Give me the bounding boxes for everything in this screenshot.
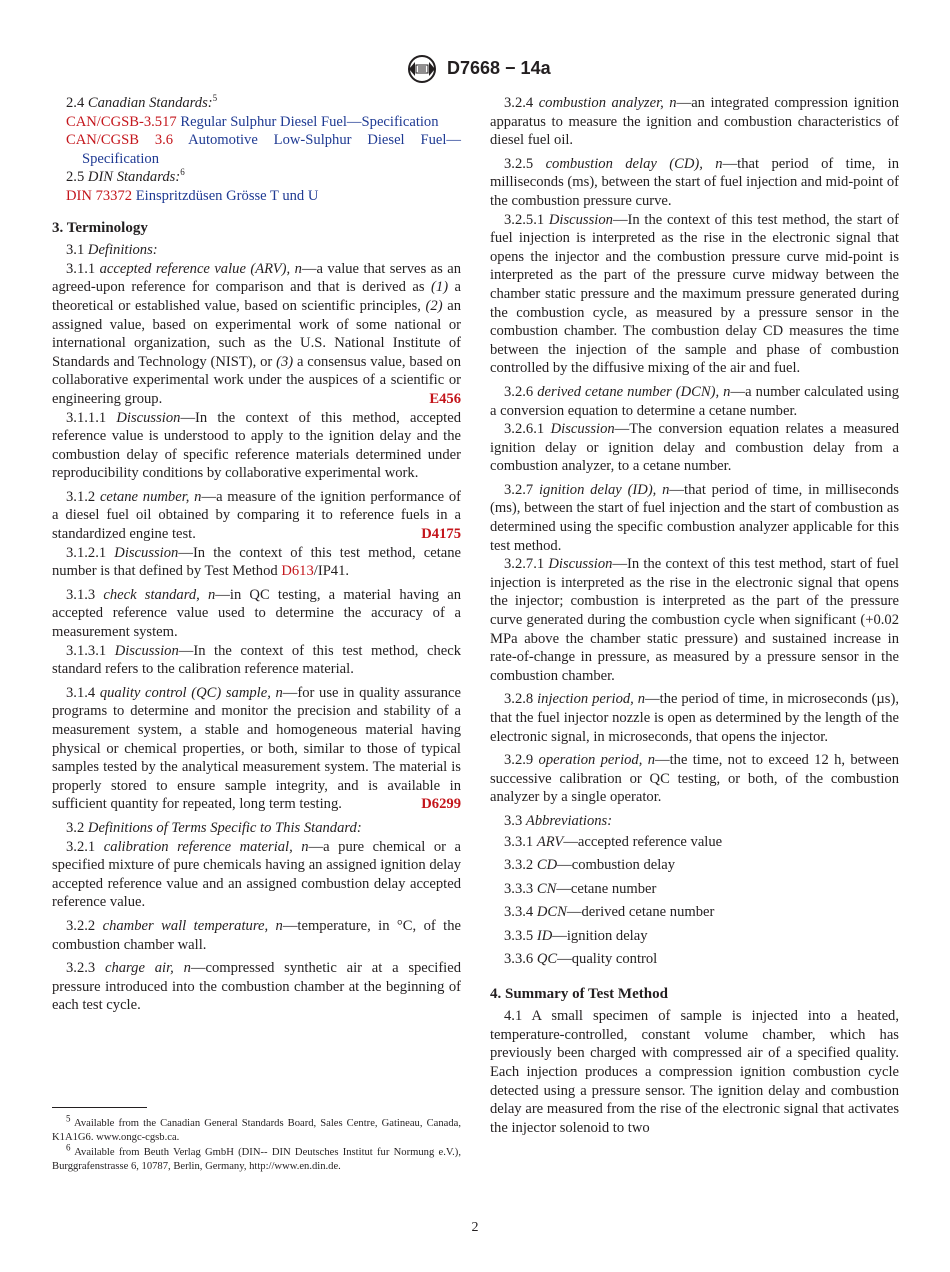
astm-logo-icon (403, 54, 441, 84)
section-3-2-6-1: 3.2.6.1 Discussion—The conversion equation relates a measured ignition delay or ignition delay and combustion delay from a combustion analyzer, to a cetane number. (490, 421, 899, 475)
ref-can-cgsb-3-6[interactable]: CAN/CGSB 3.6 Automotive Low-Sulphur Diesel Fuel—Specification (66, 132, 461, 167)
section-3-1-2-1: 3.1.2.1 Discussion—In the context of this test method, cetane number is that defined by Test Method D613/IP41. (52, 544, 461, 580)
section-3-1-1-1: 3.1.1.1 Discussion—In the context of this method, accepted reference value is understood to apply to the ignition delay and the combustion delay of specific reference materials determined under reproducibility conditions by collaborative experimental work. (52, 409, 462, 482)
section-3-1-2: 3.1.2 cetane number, n—a measure of the ignition performance of a diesel fuel oil obtained by comparing it to reference fuels in a standardized engine test. D4175 (52, 488, 461, 543)
page-header (0, 54, 950, 88)
section-3-2-1: 3.2.1 calibration reference material, n—a pure chemical or a specified mixture of pure chemicals having an assigned ignition delay accepted reference value and an assigned combustion delay accepted reference value. (52, 838, 461, 911)
ref-d4175[interactable]: D4175 (421, 526, 461, 543)
section-3-2-3: 3.2.3 charge air, n—compressed synthetic air at a specified pressure introduced into the combustion chamber at the beginning of each test cycle. (52, 960, 462, 1014)
list-item: 3.3.1 ARV—accepted reference value (504, 833, 723, 850)
section-3-2-4: 3.2.4 combustion analyzer, n—an integrated compression ignition apparatus to measure the ignition and combustion characteristics of diesel fuel oil. (490, 95, 899, 149)
section-3-2-9: 3.2.9 operation period, n—the time, not to exceed 12 h, between successive calibration or QC testing, or both, of the combustion analyzer by a single operator. (490, 752, 899, 806)
ref-d6299[interactable]: D6299 (421, 796, 461, 813)
section-3-2-6: 3.2.6 derived cetane number (DCN), n—a number calculated using a conversion equation to determine a cetane number. (490, 383, 899, 419)
section-3-1-3: 3.1.3 check standard, n—in QC testing, a material having an accepted reference value used to determine the accuracy of a measurement system. (52, 586, 462, 641)
section-3-heading: 3. Terminology (52, 219, 148, 236)
footnote-6: $^6$ Available from Beuth Verlag GmbH (DIN-- DIN Deutsches Institut fur Normung e.V.), Burggrafenstrasse 6, 10787, Berlin, Germany, http://www.en.din.de. (52, 1142, 461, 1172)
footnote-5: $^5$ Available from the Canadian General Standards Board, Sales Centre, Gatineau, Canada, K1A1G6. www.ongc-cgsb.ca. (52, 1113, 461, 1144)
section-3-1-3-1: 3.1.3.1 Discussion—In the context of this test method, check standard refers to the calibration reference material. (52, 642, 462, 678)
section-3-1-1: 3.1.1 accepted reference value (ARV), n—a value that serves as an agreed-upon reference for comparison and that is derived as (1) a theoretical or established value, based on scientific principles, (2) an assigned value, based on experimental work of some national or international organization, such as the U.S. National Institute of Standards and Technology (NIST), or (3) a consensus value, based on collaborative experimental work under the auspices of a scientific or engineering group. E456 (52, 260, 462, 407)
document-id: D7668 − 14a (447, 58, 551, 78)
section-3-2-5-1: 3.2.5.1 Discussion—In the context of this test method, the start of fuel injection is interpreted as the rise in the electronic signal that opens the injector and the combustion pressure curve mid-point is interpreted as the part of the pressure curve midway between the chamber static pressure and the maximum pressure generated during the combustion cycle, as measured by a pressure sensor in the combustion chamber. The combustion delay CD measures the time between the injection of the sample and phase of combustion controlled by the diffusive mixing of the air and fuel. (490, 211, 899, 377)
list-item: 3.3.2 CD—combustion delay (504, 857, 676, 874)
list-item: 3.3.6 QC—quality control (504, 951, 658, 968)
section-2-4: 2.4 Canadian Standards:$^5$ (66, 93, 218, 111)
section-4-1: 4.1 A small specimen of sample is injected into a heated, temperature-controlled, constant volume chamber, which has previously been charged with compressed air of a specified quality. Each injection produces a compression ignition combustion cycle detected using a pressure sensor. The ignition delay and combustion delay are measured from the rise of the electronic signal that activates the injector solenoid to two (490, 1008, 899, 1136)
footnotes (52, 1113, 461, 1174)
abbreviations-list (490, 831, 899, 972)
list-item: 3.3.4 DCN—derived cetane number (504, 904, 715, 921)
section-2-5: 2.5 DIN Standards:$^6$ (66, 167, 185, 186)
ref-d613[interactable]: D613 (281, 563, 314, 580)
section-3-3: 3.3 Abbreviations: (504, 812, 613, 829)
right-column (490, 94, 899, 1137)
ref-can-cgsb-3-517[interactable]: CAN/CGSB-3.517 Regular Sulphur Diesel Fuel—Specification (66, 113, 439, 130)
footnote-divider (52, 1107, 147, 1108)
section-3-2-7-1: 3.2.7.1 Discussion—In the context of this test method, start of fuel injection is interpreted as the rise in the electronic signal that opens the injector; combustion is interpreted as the part of the pressure curve generated during the combustion cycle when significant (+0.02 MPa above the chamber static pressure) and sustained increase in rate-of-change in pressure, as measured by a pressure sensor in the combustion chamber. (490, 556, 899, 684)
left-column (52, 94, 461, 1015)
list-item: 3.3.3 CN—cetane number (504, 880, 657, 897)
section-3-1: 3.1 Definitions: (66, 242, 158, 259)
section-3-2-5: 3.2.5 combustion delay (CD), n—that period of time, in milliseconds (ms), between the start of fuel injection and mid-point of the combustion pressure curve. (490, 155, 899, 209)
section-3-2-7: 3.2.7 ignition delay (ID), n—that period of time, in milliseconds (ms), between the start of fuel injection and the start of combustion as determined using the specific combustion analyzer applicable for this test method. (490, 481, 899, 554)
section-3-2-8: 3.2.8 injection period, n—the period of time, in microseconds (µs), that the fuel injector nozzle is open as determined by the length of the electronic signal, in microseconds, that opens the injector. (490, 691, 899, 745)
list-item: 3.3.5 ID—ignition delay (504, 927, 648, 944)
page-number: 2 (471, 1220, 479, 1235)
ref-din-73372[interactable]: DIN 73372 Einspritzdüsen Grösse T und U (66, 187, 319, 204)
section-4-heading: 4. Summary of Test Method (490, 985, 668, 1002)
section-3-2: 3.2 Definitions of Terms Specific to This Standard: (66, 819, 362, 836)
ref-e456[interactable]: E456 (429, 390, 461, 407)
section-3-1-4: 3.1.4 quality control (QC) sample, n—for use in quality assurance programs to determine and monitor the precision and stability of a measurement system, a stable and homogeneous material having physical or chemical properties, or both, similar to those of typical samples tested by the analytical measurement system. The material is properly stored to ensure sample integrity, and is available in sufficient quantity for repeated, long term testing. D6299 (52, 684, 461, 813)
section-3-2-2: 3.2.2 chamber wall temperature, n—temperature, in °C, of the combustion chamber wall. (52, 917, 461, 953)
